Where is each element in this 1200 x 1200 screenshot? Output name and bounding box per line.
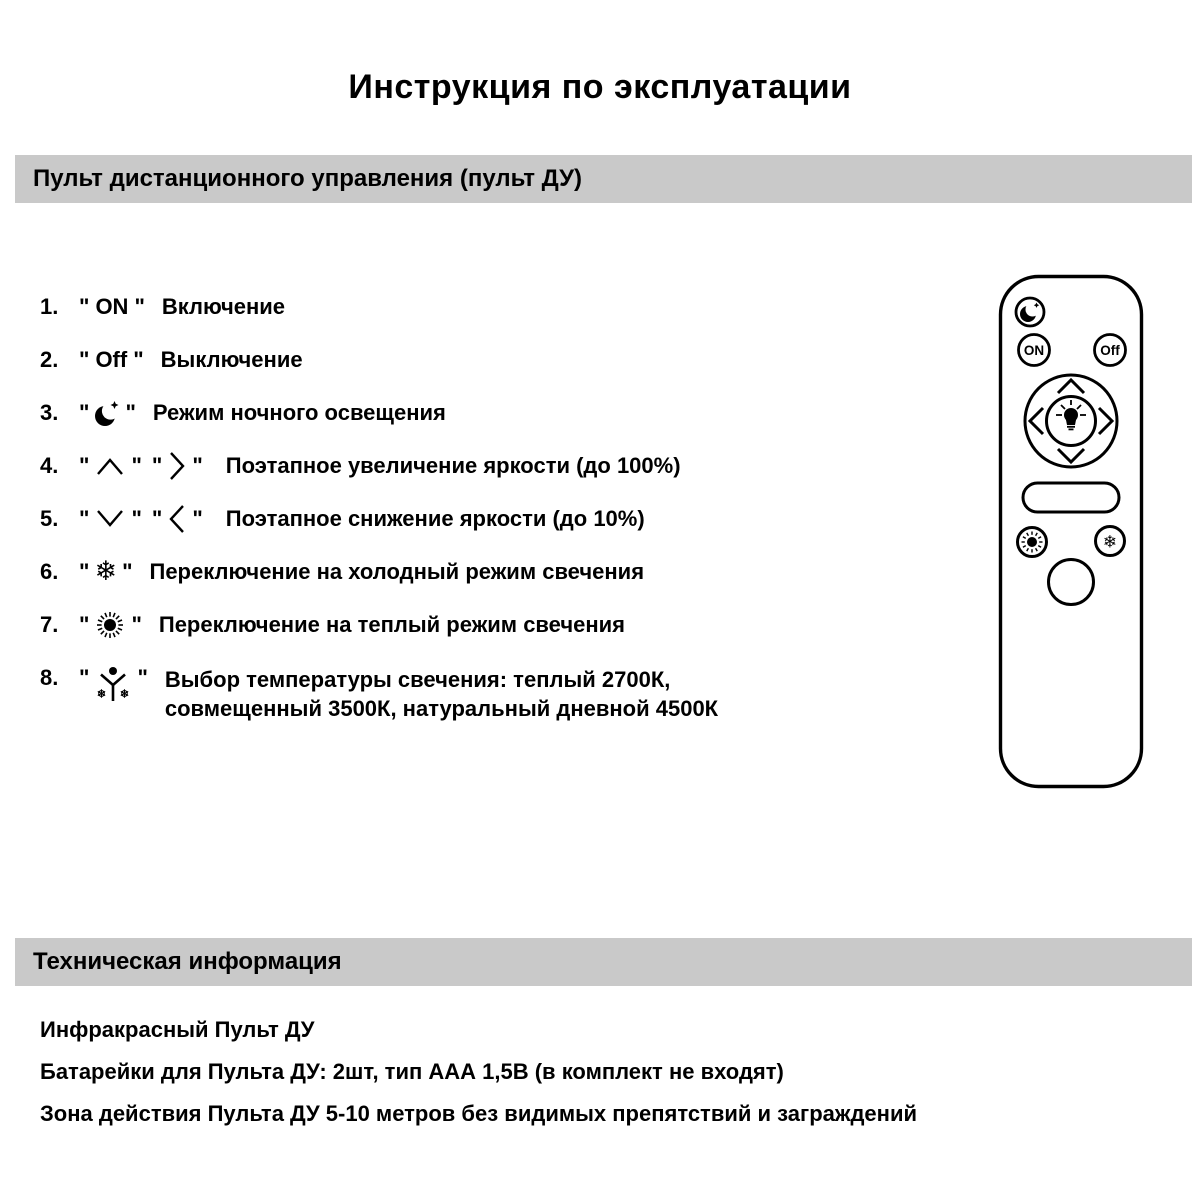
quote-mark: " [192, 506, 203, 531]
quote-mark: " [79, 294, 90, 319]
item-number: 4. [40, 453, 59, 478]
quote-mark: " [151, 453, 163, 478]
list-item-night-mode [40, 400, 885, 426]
quote-mark: " [79, 665, 90, 690]
warm-sun-icon [94, 609, 126, 641]
snowflake-glyph: ❄ [97, 688, 107, 701]
remote-off-label: Off [1100, 343, 1120, 358]
tech-info-block [40, 1016, 917, 1142]
remote-instructions-list [40, 294, 885, 750]
chevron-right-icon [167, 449, 187, 483]
quote-mark: " [131, 453, 142, 478]
quote-mark: " [79, 453, 90, 478]
section-header-remote [15, 155, 1192, 203]
item-label-line2: совмещенный 3500К, натуральный дневной 4500К [164, 696, 719, 721]
quote-mark: " [192, 453, 203, 478]
quote-mark: " [79, 400, 90, 425]
item-label-block [165, 665, 885, 723]
off-button-label: Off [95, 347, 128, 372]
chevron-left-icon [167, 502, 187, 536]
list-item-off [40, 347, 885, 373]
item-number: 7. [40, 612, 59, 637]
quote-mark: " [122, 559, 133, 584]
list-item-brightness-up [40, 453, 885, 479]
quote-mark: " [133, 347, 144, 372]
item-number: 3. [40, 400, 59, 425]
list-item-cold-mode [40, 556, 885, 587]
snowflake-icon: ❄ [1102, 532, 1118, 553]
item-label: Поэтапное снижение яркости (до 10%) [225, 506, 645, 531]
quote-mark: " [131, 612, 142, 637]
item-number: 8. [40, 665, 59, 690]
item-label: Переключение на холодный режим свечения [149, 559, 645, 584]
item-number: 2. [40, 347, 59, 372]
color-temperature-icon [94, 665, 132, 707]
quote-mark: " [125, 400, 136, 425]
quote-mark: " [79, 347, 90, 372]
crescent-moon-icon [94, 398, 120, 428]
item-label: Переключение на теплый режим свечения [158, 612, 626, 637]
quote-mark: " [137, 665, 148, 690]
quote-mark: " [134, 294, 145, 319]
snowflake-glyph: ❄ [120, 688, 130, 701]
list-item-temperature-select [40, 665, 885, 723]
section-header-remote-label: Пульт дистанционного управления (пульт ДУ) [33, 165, 582, 192]
section-header-tech-label: Техническая информация [33, 948, 342, 975]
quote-mark: " [151, 506, 163, 531]
item-label-line1: Выбор температуры свечения: теплый 2700К, [164, 667, 671, 692]
section-header-tech [15, 938, 1192, 986]
item-number: 6. [40, 559, 59, 584]
tech-line-range: Зона действия Пульта ДУ 5-10 метров без видимых препятствий и заграждений [40, 1101, 918, 1126]
tech-line-remote-type: Инфракрасный Пульт ДУ [40, 1017, 315, 1042]
page-title: Инструкция по эксплуатации [348, 68, 852, 106]
list-item-warm-mode [40, 612, 885, 638]
item-label: Поэтапное увеличение яркости (до 100%) [225, 453, 681, 478]
chevron-up-icon [94, 455, 126, 477]
quote-mark: " [79, 506, 90, 531]
remote-on-label: ON [1023, 343, 1045, 358]
snowflake-icon: ❄ [94, 556, 118, 587]
quote-mark: " [79, 612, 90, 637]
tech-line-batteries: Батарейки для Пульта ДУ: 2шт, тип ААА 1,5В (в комплект не входят) [40, 1059, 784, 1084]
item-label: Включение [161, 294, 286, 319]
quote-mark: " [131, 506, 142, 531]
list-item-on [40, 294, 885, 320]
chevron-down-icon [94, 508, 126, 530]
warm-sun-icon [1027, 537, 1037, 547]
remote-control-drawing [998, 274, 1145, 792]
item-number: 1. [40, 294, 59, 319]
item-label: Выключение [160, 347, 303, 372]
remote-warm-button [1018, 528, 1047, 557]
on-button-label: ON [95, 294, 129, 319]
list-item-brightness-down [40, 506, 885, 532]
item-label: Режим ночного освещения [152, 400, 446, 425]
item-number: 5. [40, 506, 59, 531]
quote-mark: " [79, 559, 90, 584]
